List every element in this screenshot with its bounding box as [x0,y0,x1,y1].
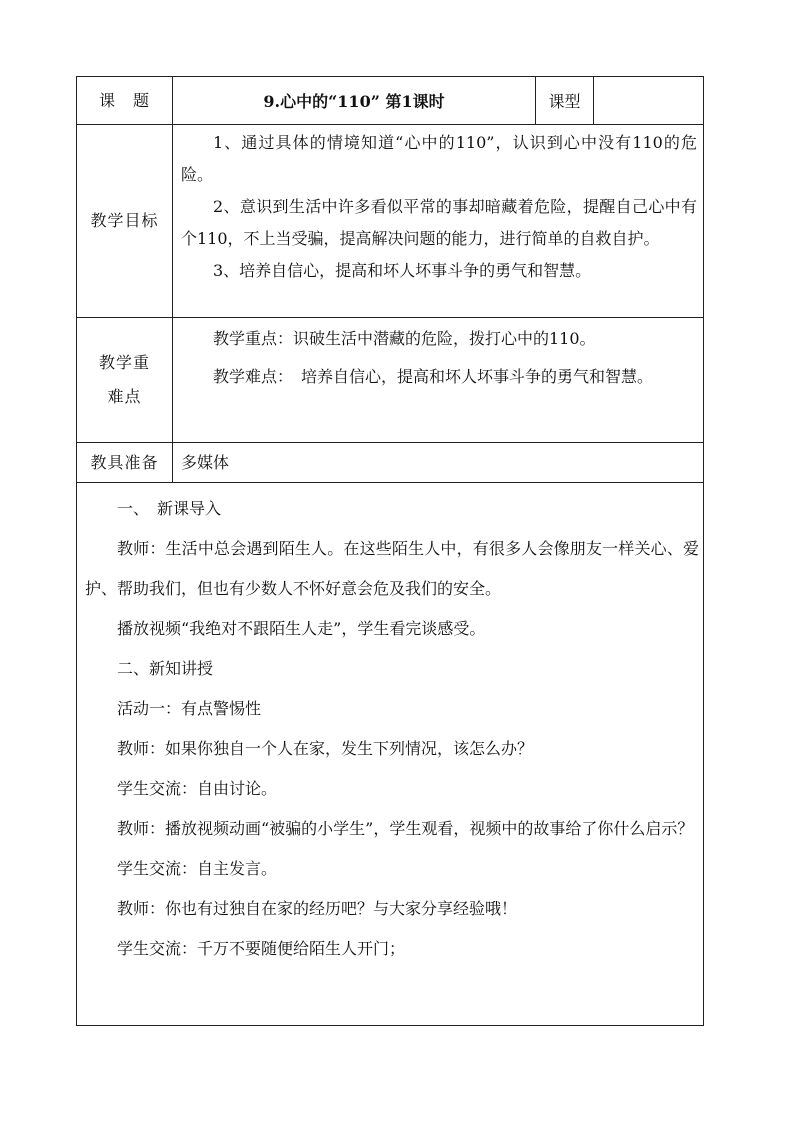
goals-label-text: 教学目标 [90,211,159,230]
teaching-process-row [77,483,703,1027]
goals-row [77,125,703,318]
key-point-item: 教学重点：识破生活中潜藏的危险，拨打心中的110。 [213,329,596,348]
tools-value: 多媒体 [181,452,230,472]
goal-item: 2、意识到生活中许多看似平常的事却暗藏着危险，提醒自己心中有个110，不上当受骗，提高解决问题的能力，进行简单的自救自护。 [181,197,697,248]
key-points-label [77,318,173,442]
key-points-label-line1: 教学重 [98,353,150,372]
lesson-title: 9.心中的“110” 第1课时 [263,92,445,111]
goal-item: 3、培养自信心，提高和坏人坏事斗争的勇气和智慧。 [213,261,592,280]
key-point-item: 教学难点： 培养自信心，提高和坏人坏事斗争的勇气和智慧。 [213,367,654,386]
process-paragraph: 教师：播放视频动画“被骗的小学生”，学生观看，视频中的故事给了你什么启示？ [117,819,694,838]
process-paragraph: 活动一：有点警惕性 [117,699,262,718]
process-paragraph: 教师：如果你独自一个人在家，发生下列情况，该怎么办？ [117,739,534,758]
process-paragraph: 一、 新课导入 [117,499,222,518]
process-paragraph: 教师：你也有过独自在家的经历吧？与大家分享经验哦！ [117,899,518,918]
key-points-row [77,318,703,443]
lesson-type-label: 课型 [535,77,593,124]
key-points-label-line2: 难点 [107,387,142,406]
process-paragraph: 学生交流：自主发言。 [117,859,278,878]
process-paragraph: 学生交流：自由讨论。 [117,779,278,798]
teaching-process-content [77,489,703,969]
goals-content [173,125,703,317]
process-paragraph: 教师：生活中总会遇到陌生人。在这些陌生人中，有很多人会像朋友一样关心、爱护、帮助我们，但也有少数人不怀好意会危及我们的安全。 [85,539,699,598]
goal-item: 1、通过具体的情境知道“心中的110”，认识到心中没有110的危险。 [181,133,697,184]
process-paragraph: 二、新知讲授 [117,659,214,678]
process-paragraph: 播放视频“我绝对不跟陌生人走”，学生看完谈感受。 [117,619,486,638]
tools-label: 教具准备 [77,443,173,482]
goals-label [77,125,173,317]
process-paragraph: 学生交流：千万不要随便给陌生人开门； [117,939,406,958]
title-label: 课 题 [77,77,173,124]
key-points-content [173,318,703,442]
title-row [77,77,703,125]
lesson-plan-table [76,76,704,1026]
tools-row [77,443,703,483]
lesson-type-value [593,77,703,124]
